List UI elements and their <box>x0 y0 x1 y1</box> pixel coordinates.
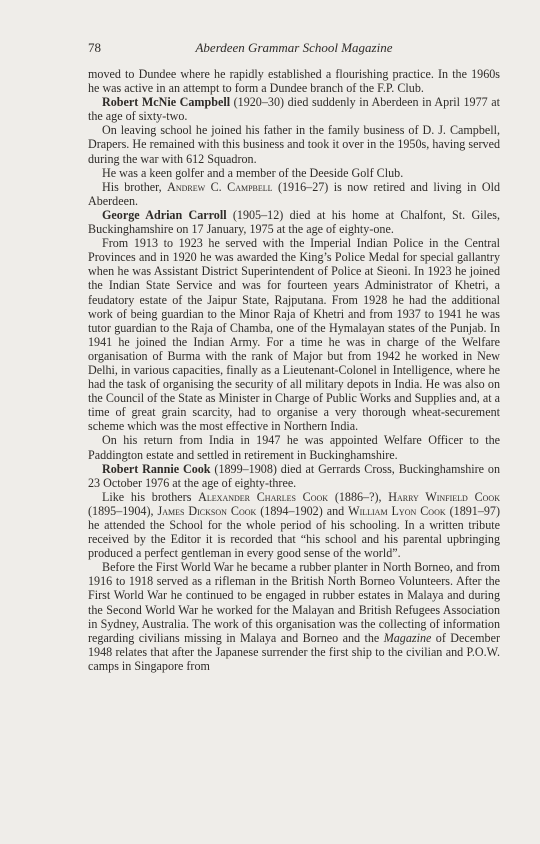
obituary-entry <box>88 462 500 490</box>
relative-name: Alexander Charles Cook <box>198 489 329 504</box>
person-name: George Adrian Carroll <box>102 207 227 222</box>
entry-text: (1920–30) died suddenly in Aberdeen in April 1977 at the age of sixty-two. <box>88 95 500 124</box>
page-number: 78 <box>88 40 101 55</box>
publication-title: Magazine <box>383 630 432 645</box>
paragraph: From 1913 to 1923 he served with the Imperial Indian Police in the Central Provinces and in 1920 he was awarded the King’s Police Medal for special gallantry when he was Assistant District Superintendent of Police at Sieoni. In 1923 he joined the Indian State Service and was for fourteen years Administrator of Khetri, a feudatory estate of the Jaipur State, Rajputana. From 1928 he had the additional work of being guardian to the Minor Raja of Khetri and from 1937 to 1941 he was tutor guardian to the Raja of Chamba, one of the Hymalayan states of the Punjab. In 1941 he joined the Indian Army. For a time he was in charge of the Welfare organisation of Burma with the rank of Major but from 1942 he worked in New Delhi, in various capacities, finally as a Lieutenant-Colonel in Intelligence, where he had the task of organising the security of all military depots in India. He was also on the Council of the State as Minister in Charge of Public Works and Supplies and, at a time of great grain scarcity, had to organise a very thorough wheat-securement scheme which was the most effective in Northern India. <box>88 236 500 434</box>
paragraph: On his return from India in 1947 he was appointed Welfare Officer to the Paddington estate and settled in retirement in Buckinghamshire. <box>88 433 500 462</box>
obituary-entry <box>88 95 500 123</box>
running-title: Aberdeen Grammar School Magazine <box>195 40 393 55</box>
person-name: Robert McNie Campbell <box>102 95 231 110</box>
article-body <box>88 67 500 673</box>
entry-text: (1905–12) died at his home at Chalfont, St. Giles, Buckinghamshire on 17 January, 1975 at the age of eighty-one. <box>88 207 500 237</box>
relative-name: James Dickson Cook <box>157 503 257 518</box>
person-name: Robert Rannie Cook <box>102 461 211 476</box>
relative-name: Andrew C. Campbell <box>167 179 273 194</box>
paragraph: He was a keen golfer and a member of the Deeside Golf Club. <box>102 165 404 180</box>
paragraph: His brother, Andrew C. Campbell (1916–27) is now retired and living in Old Aberdeen. <box>88 179 500 208</box>
paragraph: Like his brothers Alexander Charles Cook (1886–?), Harry Winfield Cook (1895–1904), James Dickson Cook (1894–1902) and William Lyon Cook (1891–97) he attended the School for the whole period of his schooling. In a written tribute received by the Editor it is recorded that “his school and his parental upbringing produced a perfect gentleman in every good sense of the world”. <box>88 489 500 561</box>
paragraph: moved to Dundee where he rapidly established a flourishing practice. In the 1960s he was active in an attempt to form a Dundee branch of the F.P. Club. <box>88 67 500 96</box>
paragraph: On leaving school he joined his father in the family business of D. J. Campbell, Drapers. He remained with this business and took it over in the 1950s, having served during the war with 612 Squadron. <box>88 123 500 166</box>
relative-name: William Lyon Cook <box>348 503 446 518</box>
obituary-entry <box>88 208 500 236</box>
paragraph: Before the First World War he became a rubber planter in North Borneo, and from 1916 to 1918 served as a rifleman in the British North Borneo Volunteers. After the First World War he continued to be engaged in rubber estates in Malaya and during the Second World War he worked for the Malayan and British Refugees Association in Sydney, Australia. The work of this organisation was the collecting of information regarding civilians missing in Malaya and Borneo and the Magazine of December 1948 relates that after the Japanese surrender the first ship to the civilian and P.O.W. camps in Singapore from <box>88 560 500 673</box>
relative-name: Harry Winfield Cook <box>388 489 500 504</box>
entry-text: (1899–1908) died at Gerrards Cross, Buckinghamshire on 23 October 1976 at the age of eighty-three. <box>88 461 500 490</box>
